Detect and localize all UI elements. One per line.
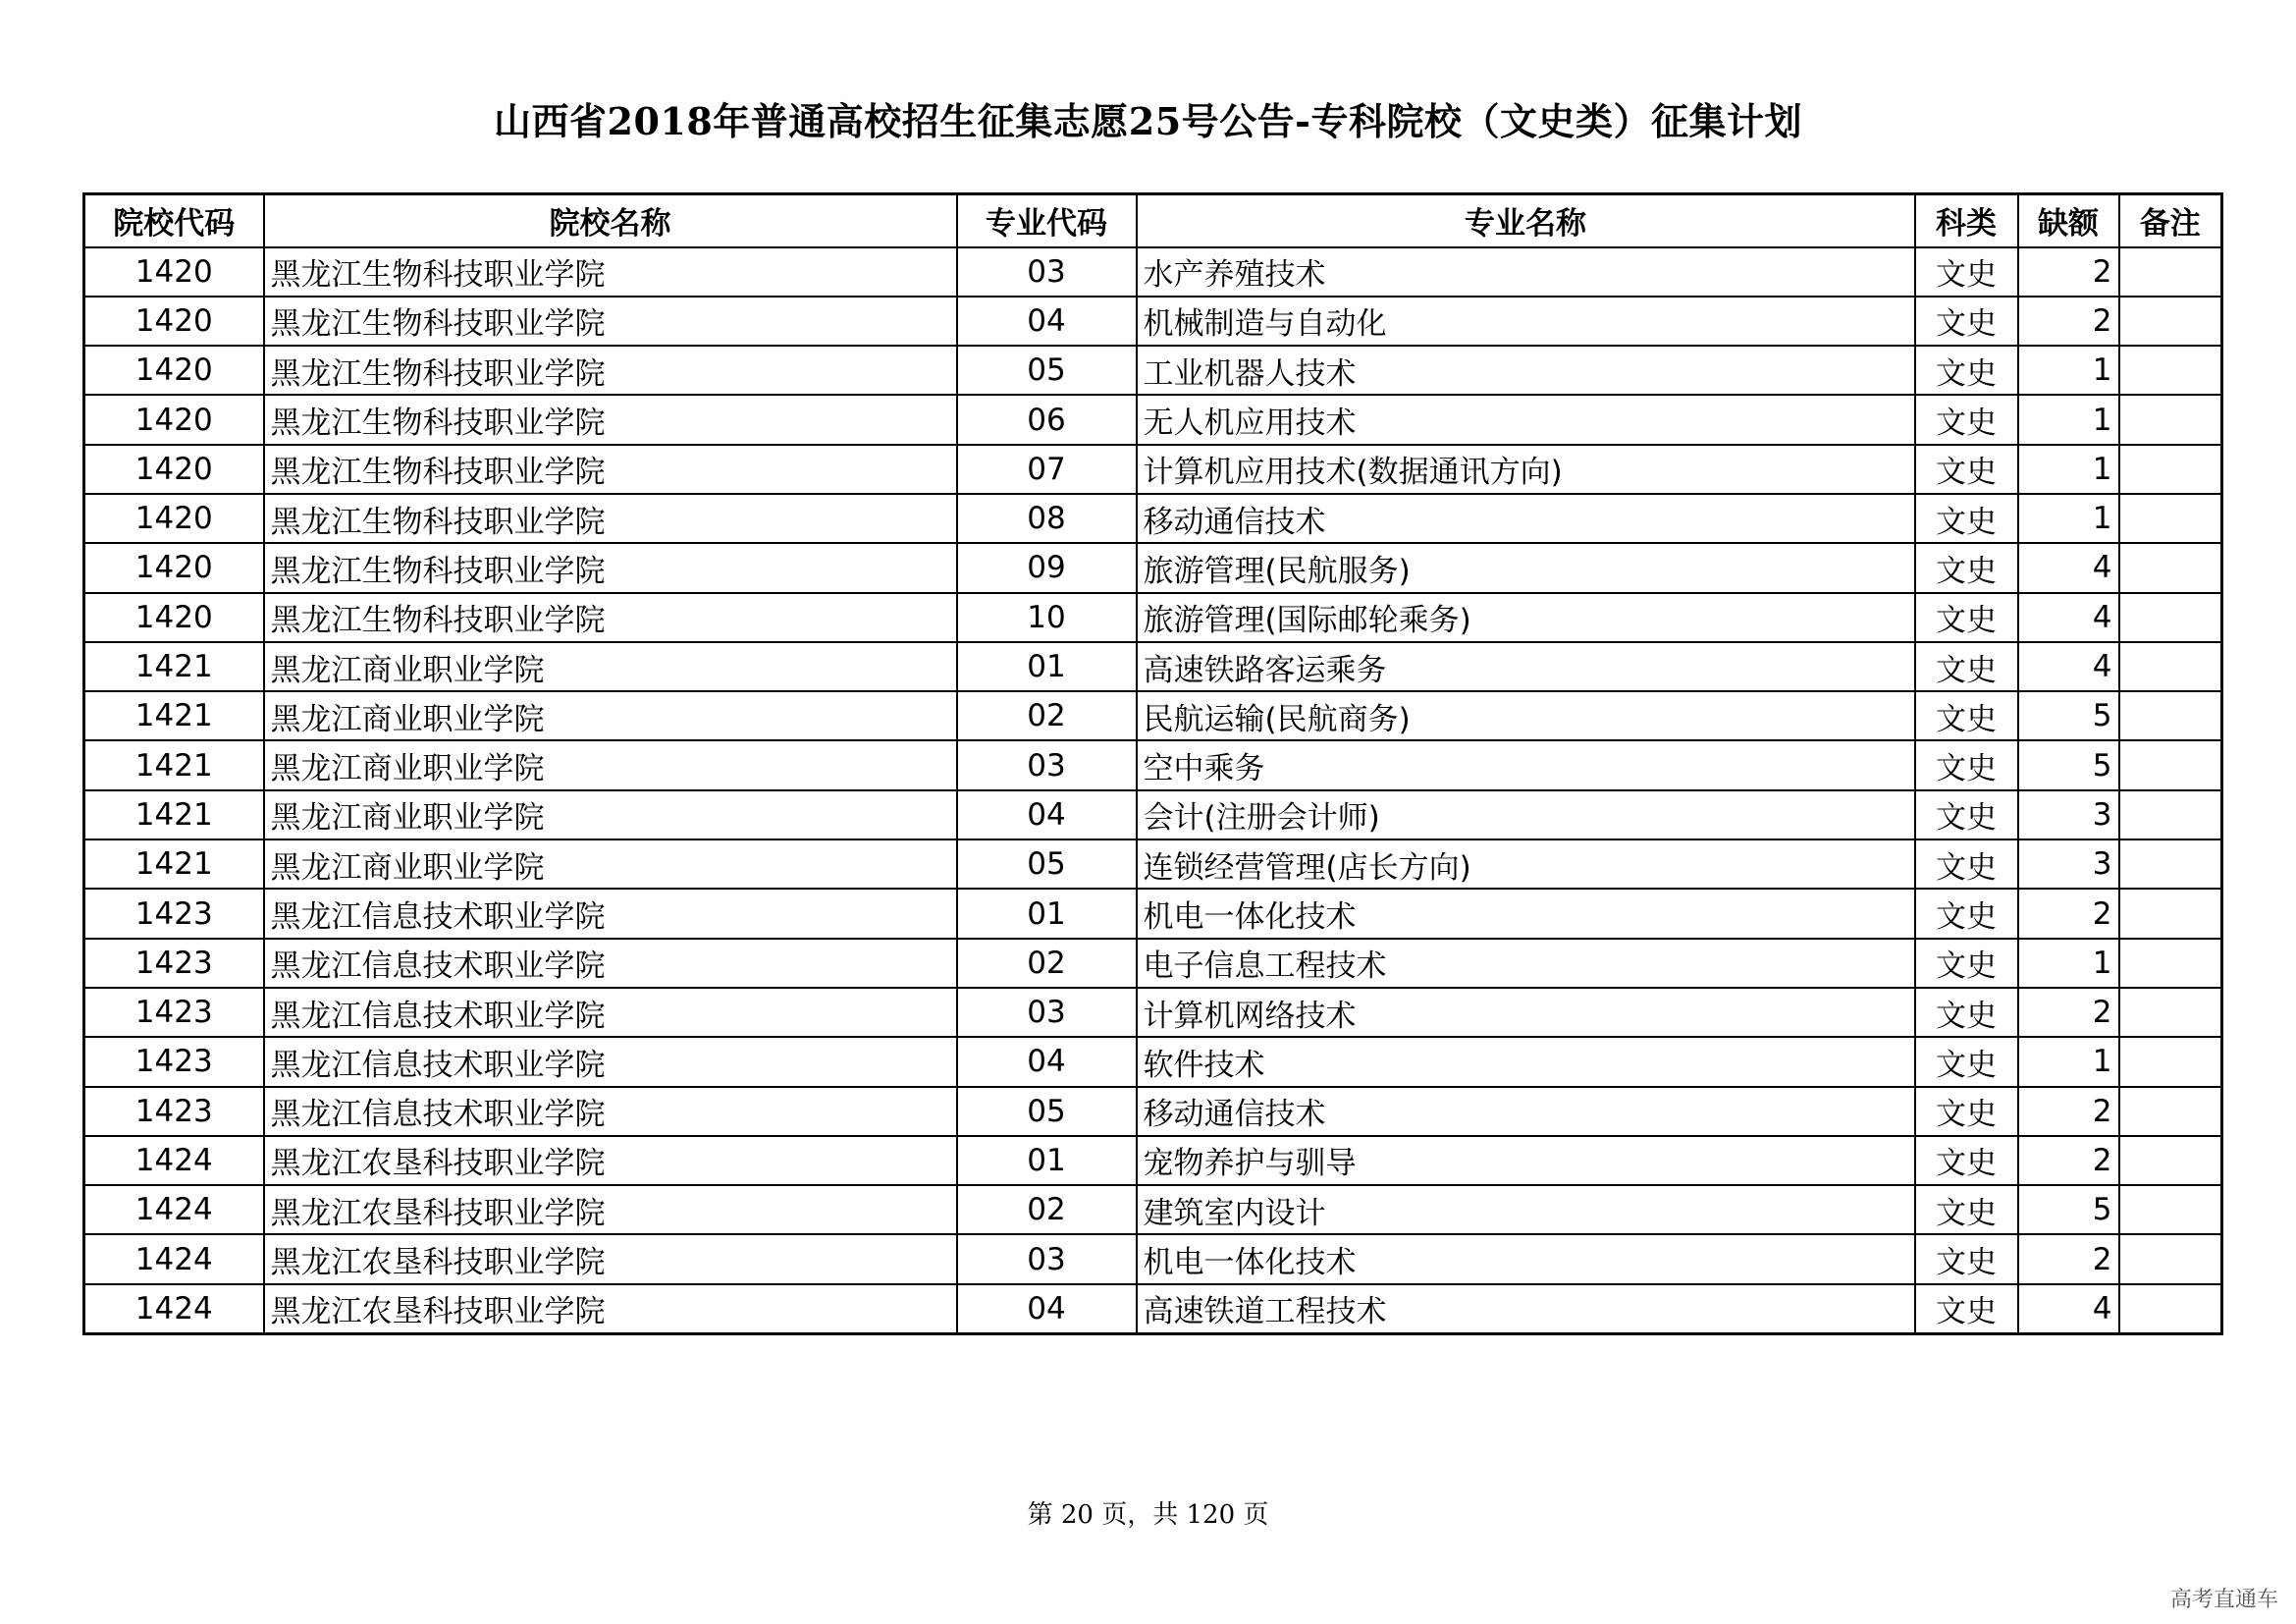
table-row [84,988,2222,1037]
cell-quota: 3 [2018,790,2119,839]
cell-major-code: 10 [957,593,1137,642]
cell-category: 文史 [1915,395,2018,444]
cell-school-name: 黑龙江商业职业学院 [264,790,957,839]
table-row [84,1185,2222,1234]
cell-major-name: 连锁经营管理(店长方向) [1137,839,1915,889]
cell-quota: 2 [2018,1136,2119,1185]
cell-school-code: 1423 [84,1037,264,1086]
cell-note [2119,889,2222,938]
cell-category: 文史 [1915,543,2018,592]
cell-note [2119,1185,2222,1234]
table-row [84,494,2222,543]
cell-major-code: 05 [957,1087,1137,1136]
cell-quota: 2 [2018,988,2119,1037]
cell-category: 文史 [1915,839,2018,889]
table-row [84,1087,2222,1136]
cell-school-name: 黑龙江信息技术职业学院 [264,988,957,1037]
table-row [84,839,2222,889]
cell-school-name: 黑龙江商业职业学院 [264,839,957,889]
cell-category: 文史 [1915,593,2018,642]
cell-school-name: 黑龙江生物科技职业学院 [264,543,957,592]
cell-major-name: 移动通信技术 [1137,1087,1915,1136]
table-row [84,297,2222,346]
cell-major-code: 01 [957,889,1137,938]
cell-major-code: 03 [957,988,1137,1037]
cell-note [2119,494,2222,543]
cell-major-code: 02 [957,691,1137,740]
cell-quota: 1 [2018,1037,2119,1086]
cell-category: 文史 [1915,889,2018,938]
cell-major-code: 03 [957,1234,1137,1283]
cell-school-name: 黑龙江商业职业学院 [264,740,957,789]
cell-major-name: 计算机应用技术(数据通讯方向) [1137,445,1915,494]
table-row [84,790,2222,839]
table-row [84,1284,2222,1333]
header-major-code: 专业代码 [957,194,1137,247]
cell-school-code: 1421 [84,691,264,740]
cell-school-code: 1424 [84,1185,264,1234]
cell-major-code: 03 [957,740,1137,789]
cell-category: 文史 [1915,494,2018,543]
cell-category: 文史 [1915,1234,2018,1283]
table-row [84,691,2222,740]
cell-school-name: 黑龙江商业职业学院 [264,691,957,740]
cell-note [2119,1087,2222,1136]
cell-quota: 4 [2018,1284,2119,1333]
cell-category: 文史 [1915,1136,2018,1185]
cell-category: 文史 [1915,346,2018,395]
cell-quota: 1 [2018,445,2119,494]
table-row [84,740,2222,789]
cell-major-name: 旅游管理(国际邮轮乘务) [1137,593,1915,642]
cell-note [2119,1037,2222,1086]
cell-school-name: 黑龙江生物科技职业学院 [264,346,957,395]
cell-quota: 2 [2018,889,2119,938]
cell-quota: 1 [2018,494,2119,543]
cell-school-code: 1421 [84,839,264,889]
cell-note [2119,445,2222,494]
cell-school-name: 黑龙江信息技术职业学院 [264,889,957,938]
cell-note [2119,839,2222,889]
cell-school-code: 1420 [84,593,264,642]
cell-quota: 1 [2018,939,2119,988]
table-row [84,395,2222,444]
cell-category: 文史 [1915,988,2018,1037]
cell-major-code: 01 [957,1136,1137,1185]
table-body [84,247,2222,1334]
cell-note [2119,988,2222,1037]
enrollment-plan-table [82,192,2223,1335]
cell-school-code: 1424 [84,1234,264,1283]
cell-school-name: 黑龙江农垦科技职业学院 [264,1136,957,1185]
cell-major-name: 空中乘务 [1137,740,1915,789]
cell-major-code: 02 [957,1185,1137,1234]
cell-school-code: 1421 [84,790,264,839]
cell-major-code: 05 [957,346,1137,395]
cell-note [2119,939,2222,988]
cell-major-code: 04 [957,790,1137,839]
cell-note [2119,691,2222,740]
table-header-row [84,194,2222,247]
cell-category: 文史 [1915,1284,2018,1333]
cell-note [2119,346,2222,395]
cell-quota: 1 [2018,395,2119,444]
cell-school-code: 1421 [84,740,264,789]
cell-major-name: 计算机网络技术 [1137,988,1915,1037]
cell-school-code: 1423 [84,939,264,988]
cell-quota: 5 [2018,740,2119,789]
cell-school-code: 1423 [84,1087,264,1136]
cell-major-name: 高速铁道工程技术 [1137,1284,1915,1333]
header-quota: 缺额 [2018,194,2119,247]
header-major-name: 专业名称 [1137,194,1915,247]
cell-note [2119,642,2222,691]
cell-category: 文史 [1915,297,2018,346]
cell-school-code: 1421 [84,642,264,691]
cell-major-code: 08 [957,494,1137,543]
cell-quota: 5 [2018,1185,2119,1234]
cell-major-name: 旅游管理(民航服务) [1137,543,1915,592]
header-school-code: 院校代码 [84,194,264,247]
cell-major-name: 机械制造与自动化 [1137,297,1915,346]
cell-school-code: 1420 [84,247,264,297]
cell-quota: 5 [2018,691,2119,740]
cell-major-name: 电子信息工程技术 [1137,939,1915,988]
cell-quota: 4 [2018,642,2119,691]
table-row [84,889,2222,938]
cell-note [2119,790,2222,839]
page-footer: 第 20 页，共 120 页 [1027,1500,1269,1530]
table-row [84,445,2222,494]
cell-major-code: 02 [957,939,1137,988]
cell-category: 文史 [1915,790,2018,839]
table-row [84,1037,2222,1086]
cell-quota: 2 [2018,1234,2119,1283]
cell-school-name: 黑龙江信息技术职业学院 [264,939,957,988]
cell-note [2119,395,2222,444]
cell-category: 文史 [1915,1185,2018,1234]
header-school-name: 院校名称 [264,194,957,247]
cell-major-code: 04 [957,297,1137,346]
cell-note [2119,247,2222,297]
cell-school-code: 1424 [84,1284,264,1333]
cell-major-name: 会计(注册会计师) [1137,790,1915,839]
cell-school-name: 黑龙江信息技术职业学院 [264,1037,957,1086]
cell-quota: 4 [2018,543,2119,592]
cell-major-name: 工业机器人技术 [1137,346,1915,395]
cell-quota: 4 [2018,593,2119,642]
cell-major-name: 移动通信技术 [1137,494,1915,543]
cell-major-name: 高速铁路客运乘务 [1137,642,1915,691]
cell-category: 文史 [1915,740,2018,789]
cell-major-name: 民航运输(民航商务) [1137,691,1915,740]
table-row [84,593,2222,642]
cell-note [2119,1284,2222,1333]
header-category: 科类 [1915,194,2018,247]
cell-school-code: 1420 [84,395,264,444]
cell-quota: 1 [2018,346,2119,395]
table-row [84,247,2222,297]
cell-school-name: 黑龙江农垦科技职业学院 [264,1234,957,1283]
cell-quota: 3 [2018,839,2119,889]
cell-major-name: 宠物养护与驯导 [1137,1136,1915,1185]
cell-note [2119,543,2222,592]
table-row [84,1136,2222,1185]
cell-major-name: 机电一体化技术 [1137,1234,1915,1283]
cell-school-name: 黑龙江农垦科技职业学院 [264,1185,957,1234]
cell-category: 文史 [1915,445,2018,494]
cell-note [2119,1136,2222,1185]
cell-school-name: 黑龙江生物科技职业学院 [264,395,957,444]
cell-school-name: 黑龙江生物科技职业学院 [264,445,957,494]
cell-school-code: 1424 [84,1136,264,1185]
cell-school-code: 1420 [84,543,264,592]
cell-major-name: 机电一体化技术 [1137,889,1915,938]
cell-school-name: 黑龙江商业职业学院 [264,642,957,691]
cell-school-code: 1420 [84,445,264,494]
table-row [84,642,2222,691]
cell-quota: 2 [2018,1087,2119,1136]
cell-school-name: 黑龙江生物科技职业学院 [264,593,957,642]
cell-major-code: 01 [957,642,1137,691]
cell-quota: 2 [2018,297,2119,346]
cell-school-name: 黑龙江信息技术职业学院 [264,1087,957,1136]
cell-major-code: 05 [957,839,1137,889]
cell-school-name: 黑龙江生物科技职业学院 [264,247,957,297]
cell-major-name: 无人机应用技术 [1137,395,1915,444]
cell-major-name: 软件技术 [1137,1037,1915,1086]
cell-school-name: 黑龙江农垦科技职业学院 [264,1284,957,1333]
header-note: 备注 [2119,194,2222,247]
watermark: 高考直通车 [2169,1588,2278,1612]
cell-quota: 2 [2018,247,2119,297]
cell-note [2119,593,2222,642]
cell-note [2119,740,2222,789]
cell-category: 文史 [1915,1087,2018,1136]
table-row [84,346,2222,395]
cell-category: 文史 [1915,1037,2018,1086]
cell-major-code: 04 [957,1284,1137,1333]
cell-major-code: 07 [957,445,1137,494]
cell-school-name: 黑龙江生物科技职业学院 [264,494,957,543]
cell-category: 文史 [1915,642,2018,691]
cell-school-code: 1423 [84,988,264,1037]
cell-school-code: 1420 [84,297,264,346]
cell-major-code: 03 [957,247,1137,297]
table-row [84,939,2222,988]
cell-note [2119,297,2222,346]
cell-major-name: 水产养殖技术 [1137,247,1915,297]
cell-school-code: 1423 [84,889,264,938]
page-title: 山西省2018年普通高校招生征集志愿25号公告-专科院校（文史类）征集计划 [494,99,1802,143]
cell-school-code: 1420 [84,346,264,395]
cell-school-code: 1420 [84,494,264,543]
cell-major-code: 09 [957,543,1137,592]
cell-major-code: 04 [957,1037,1137,1086]
cell-note [2119,1234,2222,1283]
cell-school-name: 黑龙江生物科技职业学院 [264,297,957,346]
cell-category: 文史 [1915,691,2018,740]
cell-category: 文史 [1915,247,2018,297]
cell-major-name: 建筑室内设计 [1137,1185,1915,1234]
cell-category: 文史 [1915,939,2018,988]
cell-major-code: 06 [957,395,1137,444]
table-row [84,1234,2222,1283]
table-row [84,543,2222,592]
